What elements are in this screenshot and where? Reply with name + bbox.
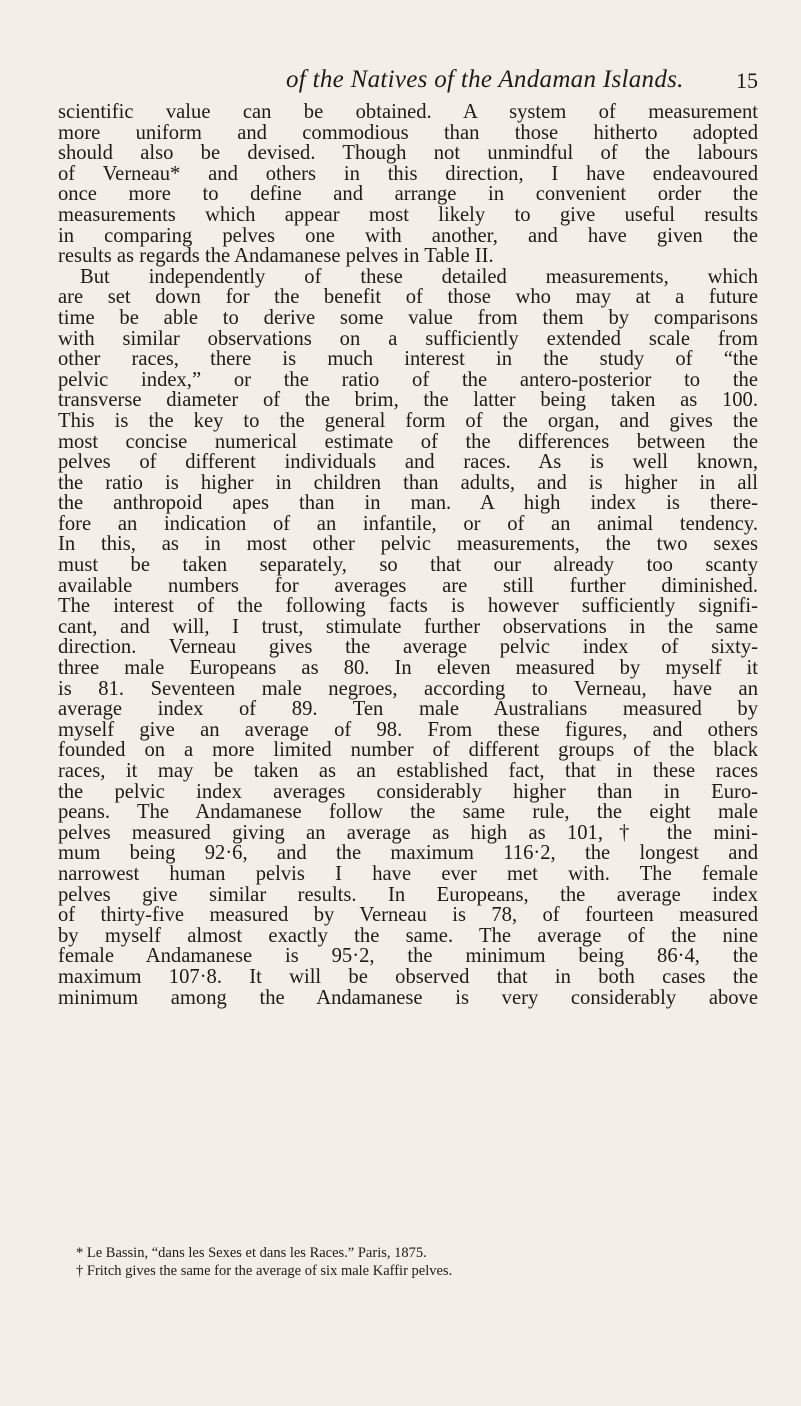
text-line: time be able to derive some value from them by comparisons xyxy=(58,306,758,329)
text-line: other races, there is much interest in the study of “the xyxy=(58,348,758,371)
text-line: most concise numerical estimate of the differences between the xyxy=(58,430,758,453)
text-line: is 81. Seventeen male negroes, according to Verneau, have an xyxy=(58,677,758,700)
text-line: of Verneau* and others in this direction, I have endeavoured xyxy=(58,162,758,185)
running-head xyxy=(58,66,758,106)
text-line: direction. Verneau gives the average pelvic index of sixty- xyxy=(58,636,758,659)
text-line: available numbers for averages are still further diminished. xyxy=(58,574,758,597)
text-line: once more to define and arrange in convenient order the xyxy=(58,183,758,206)
footnote: † Fritch gives the same for the average of six male Kaffir pelves. xyxy=(76,1263,453,1279)
text-line: fore an indication of an infantile, or of an animal tendency. xyxy=(58,512,758,535)
text-line: more uniform and commodious than those hitherto adopted xyxy=(58,121,758,144)
text-line: must be taken separately, so that our already too scanty xyxy=(58,554,758,577)
text-line: mum being 92·6, and the maximum 116·2, the longest and xyxy=(58,842,758,865)
text-line: are set down for the benefit of those who may at a future xyxy=(58,286,758,309)
text-line: with similar observations on a sufficiently extended scale from xyxy=(58,327,758,350)
text-line: in comparing pelves one with another, and have given the xyxy=(58,224,758,247)
text-line: scientific value can be obtained. A system of measurement xyxy=(58,101,758,123)
text-line: the pelvic index averages considerably higher than in Euro- xyxy=(58,780,758,803)
page-number: 15 xyxy=(736,68,758,93)
text-line: results as regards the Andamanese pelves in Table II. xyxy=(58,245,494,268)
text-line: founded on a more limited number of different groups of the black xyxy=(58,739,758,762)
text-line: In this, as in most other pelvic measurements, the two sexes xyxy=(58,533,758,556)
text-line: of thirty-five measured by Verneau is 78, of fourteen measured xyxy=(58,904,758,927)
text-line: by myself almost exactly the same. The average of the nine xyxy=(58,924,758,947)
text-line: races, it may be taken as an established fact, that in these races xyxy=(58,760,758,782)
body-text xyxy=(58,102,758,1008)
text-line: The interest of the following facts is however sufficiently signifi- xyxy=(58,595,758,618)
text-line: This is the key to the general form of the organ, and gives the xyxy=(58,409,758,432)
text-line: average index of 89. Ten male Australians measured by xyxy=(58,698,758,721)
text-line: the ratio is higher in children than adults, and is higher in all xyxy=(58,471,758,494)
footnotes xyxy=(76,1244,742,1280)
text-line: peans. The Andamanese follow the same rule, the eight male xyxy=(58,801,758,824)
text-line: transverse diameter of the brim, the latter being taken as 100. xyxy=(58,389,758,412)
text-line: maximum 107·8. It will be observed that in both cases the xyxy=(58,965,758,988)
text-line: three male Europeans as 80. In eleven measured by myself it xyxy=(58,657,758,680)
running-title: of the Natives of the Andaman Islands. xyxy=(286,66,684,93)
paragraph xyxy=(58,102,758,267)
text-line: myself give an average of 98. From these figures, and others xyxy=(58,718,758,741)
text-line: pelvic index,” or the ratio of the antero-posterior to the xyxy=(58,368,758,391)
text-line: pelves of different individuals and races. As is well known, xyxy=(58,451,758,474)
text-line: pelves give similar results. In Europeans, the average index xyxy=(58,883,758,906)
text-line: cant, and will, I trust, stimulate further observations in the same xyxy=(58,615,758,638)
text-line: should also be devised. Though not unmindful of the labours xyxy=(58,142,758,165)
text-line: narrowest human pelvis I have ever met with. The female xyxy=(58,862,758,885)
text-line: measurements which appear most likely to give useful results xyxy=(58,203,758,226)
text-line: minimum among the Andamanese is very considerably above xyxy=(58,986,758,1009)
text-line: pelves measured giving an average as high as 101,† the mini- xyxy=(58,821,758,844)
text-line: But independently of these detailed measurements, which xyxy=(80,265,758,288)
paragraph xyxy=(58,267,758,1008)
footnote: * Le Bassin, “dans les Sexes et dans les Races.” Paris, 1875. xyxy=(76,1245,427,1261)
text-line: the anthropoid apes than in man. A high index is there- xyxy=(58,492,758,515)
text-line: female Andamanese is 95·2, the minimum being 86·4, the xyxy=(58,945,758,968)
